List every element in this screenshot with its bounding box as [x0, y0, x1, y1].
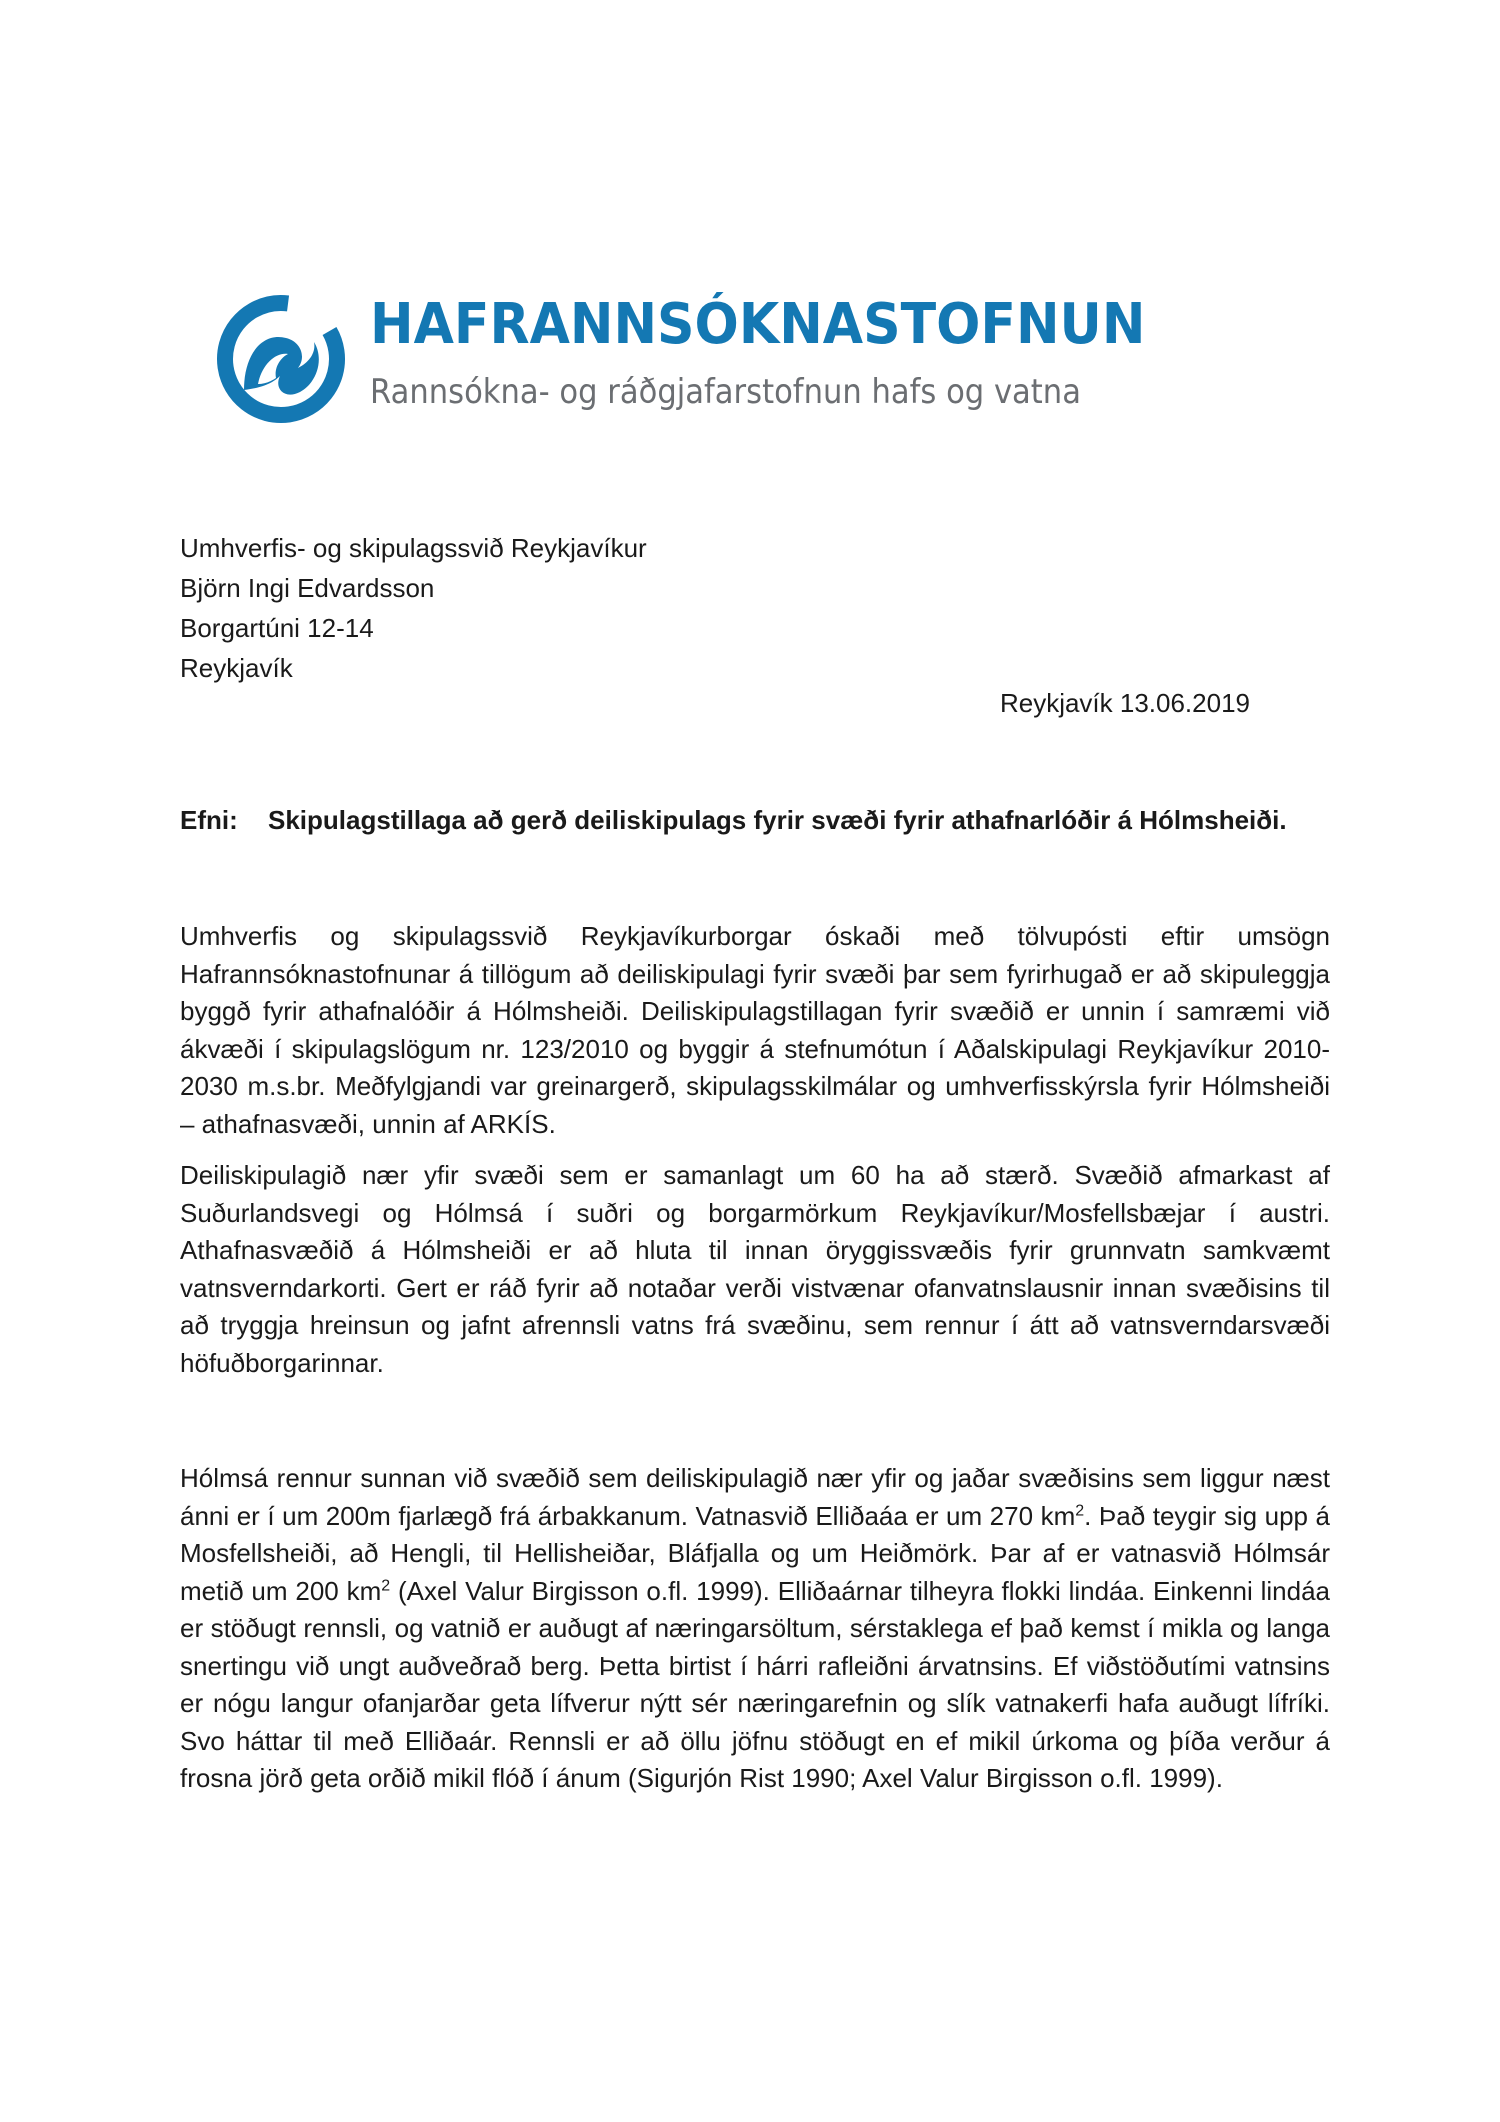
paragraph-1: Umhverfis og skipulagssvið Reykjavíkurborgar óskaði með tölvupósti eftir umsögn Hafrannsóknastofnunar á tillögum að deiliskipulagi fyrir svæði þar sem fyrirhugað er að skipuleggja byggð fyrir athafnalóðir á Hólmsheiði. Deiliskipulagstillagan fyrir svæðið er unnin í samræmi við ákvæði í skipulagslögum nr. 123/2010 og byggir á stefnumótun í Aðalskipulagi Reykjavíkur 2010-2030 m.s.br. Meðfylgjandi var greinargerð, skipulagsskilmálar og umhverfisskýrsla fyrir Hólmsheiði – athafnasvæði, unnin af ARKÍS.	[180, 921, 1330, 1139]
paragraph-3-part-a: Hólmsá rennur sunnan við svæðið sem deiliskipulagið nær yfir og jaðar svæðisins sem liggur næst ánni er í um 200m fjarlægð frá árbakkanum. Vatnasvið Elliðaáa er um 270 km	[180, 1463, 1330, 1531]
header-logo	[214, 292, 1146, 432]
paragraph-3-part-c: (Axel Valur Birgisson o.fl. 1999). Elliðaárnar tilheyra flokki lindáa. Einkenni lindáa er stöðugt rennsli, og vatnið er auðugt af næringarsöltum, sérstaklega ef það kemst í mikla og langa snertingu við ungt auðveðrað berg. Þetta birtist í hárri rafleiðni árvatnsins. Ef viðstöðutími vatnsins er nógu langur ofanjarðar geta lífverur nýtt sér næringarefnin og slík vatnakerfi hafa auðugt lífríki. Svo háttar til með Elliðaár. Rennsli er að öllu jöfnu stöðugt en ef mikil úrkoma og þíða verður á frosna jörð geta orðið mikil flóð í ánum (Sigurjón Rist 1990; Axel Valur Birgisson o.fl. 1999).	[180, 1575, 1331, 1793]
subject-line	[180, 805, 1287, 836]
recipient-line-3: Borgartúni 12-14	[180, 613, 374, 643]
recipient-line-1: Umhverfis- og skipulagssvið Reykjavíkur	[180, 533, 647, 563]
recipient-line-2: Björn Ingi Edvardsson	[180, 573, 435, 603]
wave-logo-icon	[214, 292, 348, 426]
recipient-line-4: Reykjavík	[180, 653, 293, 683]
paragraph-2: Deiliskipulagið nær yfir svæði sem er samanlagt um 60 ha að stærð. Svæðið afmarkast af Suðurlandsvegi og Hólmsá í suðri og borgarmörkum Reykjavíkur/Mosfellsbæjar í austri. Athafnasvæðið á Hólmsheiði er að hluta til innan öryggissvæðis fyrir grunnvatn samkvæmt vatnsverndarkorti. Gert er ráð fyrir að notaðar verði vistvænar ofanvatnslausnir innan svæðisins til að tryggja hreinsun og jafnt afrennsli vatns frá svæðinu, sem rennur í átt að vatnsverndarsvæði höfuðborgarinnar.	[180, 1160, 1330, 1378]
subject-text: Skipulagstillaga að gerð deiliskipulags fyrir svæði fyrir athafnarlóðir á Hólmsheiði.	[268, 805, 1287, 835]
paragraph-3	[180, 1460, 1330, 1798]
superscript-2: 2	[1075, 1501, 1085, 1519]
subject-label: Efni:	[180, 805, 238, 835]
logo-title: HAFRANNSÓKNASTOFNUN	[370, 292, 1146, 357]
letter-date: Reykjavík 13.06.2019	[999, 688, 1250, 718]
recipient-address	[180, 528, 647, 688]
superscript-2: 2	[381, 1576, 391, 1594]
logo-subtitle: Rannsókna- og ráðgjafarstofnun hafs og vatna	[370, 372, 1081, 412]
paragraph-3-part-b: . Það teygir sig upp á Mosfellsheiði, að Hengli, til Hellisheiðar, Bláfjalla og um Heiðmörk. Þar af er vatnasvið Hólmsár metið um 200 km	[180, 1500, 1330, 1606]
